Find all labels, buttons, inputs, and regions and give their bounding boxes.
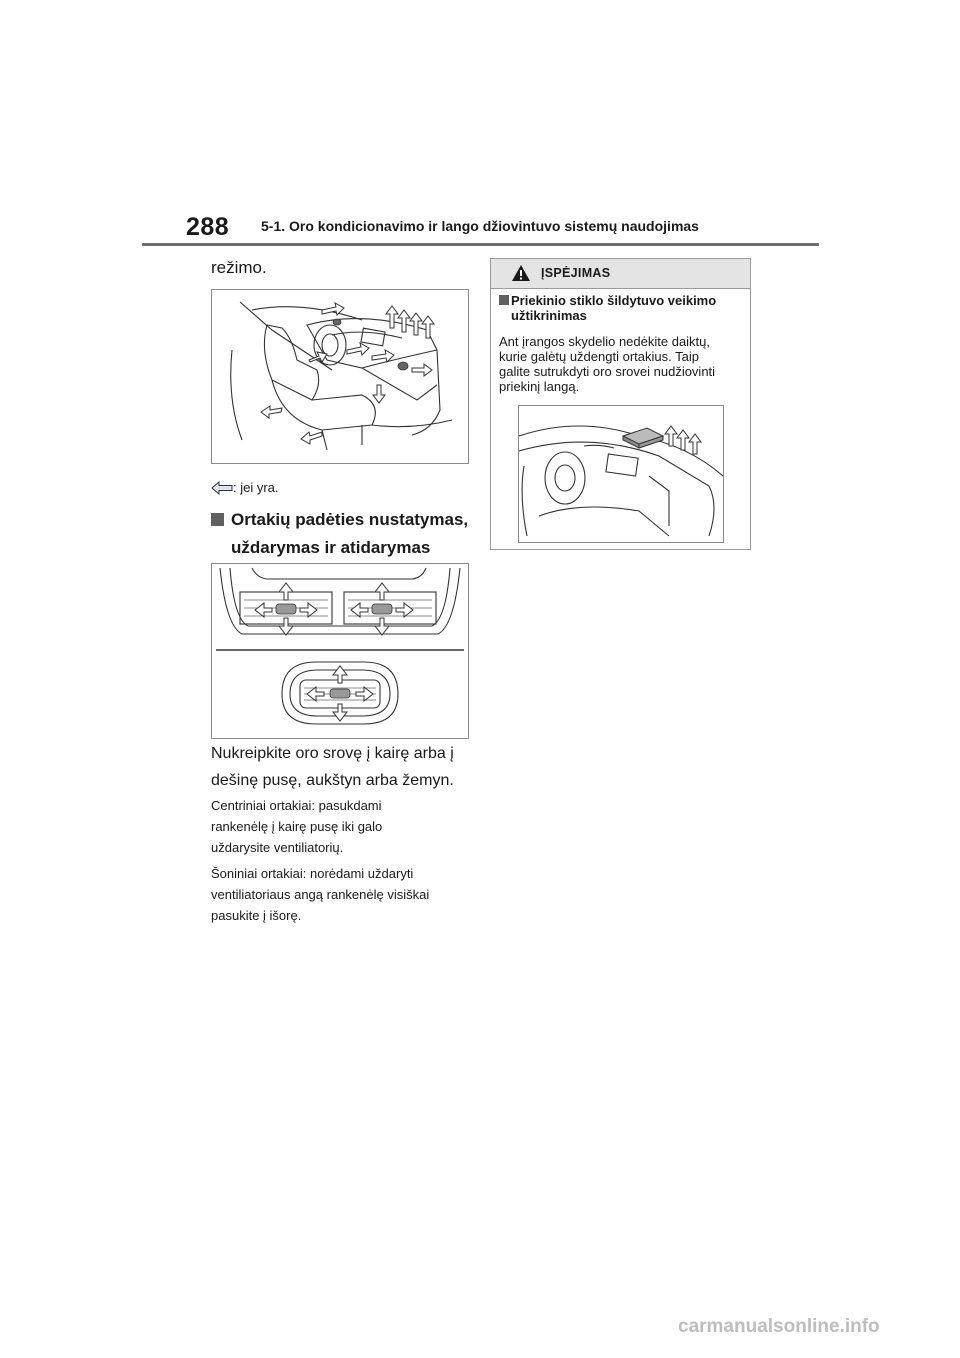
cabin-airflow-illustration (212, 290, 468, 463)
paragraph-side-line2: ventiliatoriaus angą rankenėlę visiškai (211, 887, 430, 902)
warning-subheading-line2: užtikrinimas (511, 308, 587, 323)
vents-illustration (212, 564, 468, 738)
warning-body-line3: galite sutrukdyti oro srovei nudžiovinti (499, 364, 716, 379)
warning-title: ĮSPĖJIMAS (541, 266, 611, 280)
page-number: 288 (186, 213, 230, 241)
paragraph-center-line3: uždarysite ventiliatorių. (211, 840, 344, 855)
paragraph-main (211, 740, 473, 794)
header-rule (142, 243, 819, 246)
cabin-airflow-figure (211, 289, 469, 464)
paragraph-side-vents (211, 863, 473, 926)
paragraph-main-line1: Nukreipkite oro srovę į kairę arba į (211, 745, 454, 762)
warning-subheading-line1: Priekinio stiklo šildytuvo veikimo (511, 293, 717, 308)
legend-row (211, 480, 279, 495)
dashboard-blocked-illustration (519, 406, 723, 542)
dashboard-blocked-figure (518, 405, 724, 543)
square-bullet-icon (499, 295, 509, 305)
warning-body-line4: priekinį langą. (499, 379, 580, 394)
warning-body-line2: kurie galėtų uždengti ortakius. Taip (499, 349, 699, 364)
warning-header (491, 259, 750, 289)
airflow-arrow-icon (211, 481, 233, 495)
paragraph-center-line2: rankenėlę į kairę pusę iki galo (211, 819, 383, 834)
square-bullet-icon (211, 513, 224, 526)
paragraph-main-line2: dešinę pusę, aukštyn arba žemyn. (211, 772, 454, 789)
section-heading (211, 506, 473, 562)
warning-body (499, 334, 744, 394)
paragraph-side-line1: Šoniniai ortakiai: norėdami uždaryti (211, 866, 414, 881)
warning-triangle-icon (511, 264, 531, 282)
warning-subheading (499, 293, 743, 323)
warning-box (490, 258, 751, 550)
watermark: carmanualsonline.info (678, 1316, 880, 1337)
paragraph-center-vents (211, 795, 473, 858)
section-title: 5-1. Oro kondicionavimo ir lango džiovintuvo sistemų naudojimas (261, 218, 699, 234)
intro-text: režimo. (211, 258, 267, 277)
section-heading-line1: Ortakių padėties nustatymas, (231, 510, 469, 529)
vents-figure (211, 563, 469, 739)
section-heading-line2: uždarymas ir atidarymas (231, 538, 431, 557)
legend-text: : jei yra. (233, 480, 279, 495)
warning-body-line1: Ant įrangos skydelio nedėkite daiktų, (499, 334, 711, 349)
paragraph-center-line1: Centriniai ortakiai: pasukdami (211, 798, 382, 813)
paragraph-side-line3: pasukite į išorę. (211, 908, 302, 923)
